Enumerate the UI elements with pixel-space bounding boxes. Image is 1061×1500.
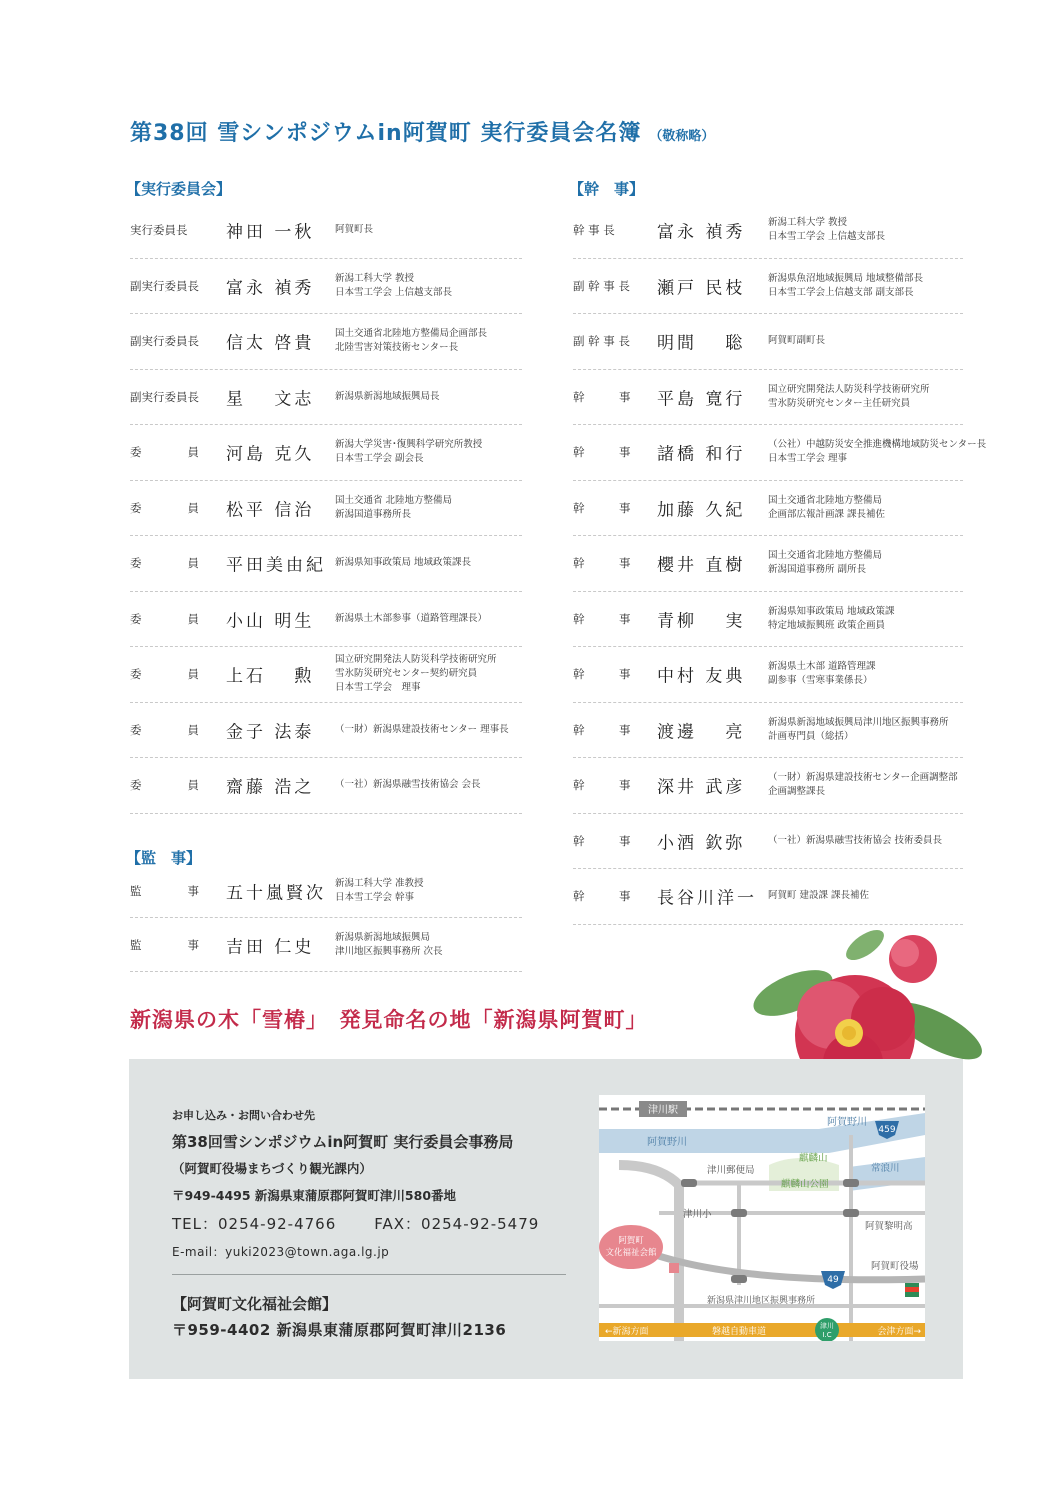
member-affiliation (768, 716, 949, 744)
member-name: 深井 武彦 (657, 777, 746, 798)
map-river-label-top: 阿賀野川 (827, 1117, 867, 1128)
member-name: 渡邊 亮 (657, 722, 746, 743)
affiliation-line: 特定地域振興班 政策企画員 (768, 619, 886, 631)
map-office-label: 新潟県津川地区振興事務所 (707, 1296, 816, 1306)
secretariat-heading: 【幹 事】 (569, 180, 645, 198)
affiliation-line: 新潟大学災害･復興科学研究所教授 (335, 439, 483, 451)
map-high-school-label: 阿賀黎明高 (865, 1221, 913, 1232)
member-affiliation (335, 778, 481, 792)
member-role: 実行委員長 (130, 223, 188, 238)
member-affiliation (768, 771, 958, 799)
affiliation-line: 日本雪工学会 幹事 (335, 891, 415, 903)
affiliation-line: 日本雪工学会 上信越支部長 (335, 286, 453, 298)
member-affiliation (768, 549, 882, 577)
member-role: 幹 事 (573, 889, 631, 904)
member-name: 吉田 仁史 (226, 937, 315, 957)
list-item (573, 314, 963, 370)
list-item (573, 592, 963, 648)
member-affiliation (768, 834, 942, 848)
affiliation-line: 新潟県新潟地域振興局 (335, 931, 431, 943)
list-item (573, 647, 963, 703)
list-item (573, 203, 963, 259)
list-item (130, 203, 522, 259)
member-role: 委 員 (130, 667, 199, 682)
affiliation-line: 北陸雪害対策技術センター長 (335, 342, 459, 354)
map-ic-line2: I.C (822, 1331, 832, 1339)
member-name: 明間 聡 (657, 333, 746, 354)
member-name: 信太 啓貴 (226, 333, 315, 354)
map-river-label-right: 常浪川 (871, 1163, 900, 1174)
committee-heading: 【実行委員会】 (126, 180, 232, 198)
member-affiliation (335, 390, 440, 404)
list-item (130, 758, 522, 814)
member-role: 委 員 (130, 722, 199, 737)
member-name: 長谷川洋一 (657, 888, 757, 909)
list-item (130, 536, 522, 592)
contact-fax: FAX：0254-92-5479 (374, 1215, 540, 1233)
list-item (130, 314, 522, 370)
affiliation-line: 計画専門員（総括） (768, 730, 854, 742)
member-affiliation (335, 653, 497, 695)
member-name: 櫻井 直樹 (657, 555, 746, 576)
member-name: 加藤 久紀 (657, 500, 746, 521)
affiliation-line: 雪氷防災研究センター契約研究員 (335, 668, 478, 680)
map-park-label: 麒麟山公園 (781, 1179, 829, 1190)
map-river-label-left: 阿賀野川 (647, 1137, 687, 1148)
member-name: 富永 禎秀 (226, 278, 315, 299)
committee-list (130, 203, 522, 814)
member-role: 幹 事 (573, 611, 631, 626)
member-role: 幹 事 (573, 722, 631, 737)
map-town-hall-label: 阿賀町役場 (871, 1261, 919, 1272)
affiliation-line: 新潟県土木部 道路管理課 (768, 661, 876, 673)
affiliation-line: 新潟県新潟地域振興局長 (335, 390, 440, 402)
member-affiliation (768, 889, 869, 903)
affiliation-line: 新潟国道事務所長 (335, 508, 412, 520)
member-role: 監 事 (130, 937, 199, 952)
map-to-niigata: ←新潟方面 (605, 1327, 649, 1337)
member-name: 富永 禎秀 (657, 222, 746, 243)
member-affiliation (768, 334, 825, 348)
affiliation-line: 阿賀町長 (335, 224, 374, 236)
member-affiliation (768, 494, 885, 522)
member-name: 松平 信治 (226, 500, 315, 521)
member-name: 河島 克久 (226, 444, 315, 465)
member-role: 幹 事 長 (573, 223, 615, 238)
member-affiliation (335, 931, 443, 959)
list-item (130, 425, 522, 481)
member-name: 瀬戸 民枝 (657, 278, 746, 299)
contact-office: 第38回雪シンポジウムin阿賀町 実行委員会事務局 (172, 1133, 514, 1151)
member-name: 諸橋 和行 (657, 444, 746, 465)
affiliation-line: 新潟工科大学 准教授 (335, 877, 424, 889)
contact-tel: TEL：0254-92-4766 (172, 1215, 337, 1233)
member-affiliation (335, 556, 471, 570)
contact-email[interactable]: E-mail：yuki2023@town.aga.lg.jp (172, 1245, 390, 1259)
member-name: 小山 明生 (226, 611, 315, 632)
affiliation-line: 企画部広報計画課 課長補佐 (768, 508, 886, 520)
list-item (573, 536, 963, 592)
affiliation-line: （一財）新潟県建設技術センター企画調整部 (768, 772, 958, 784)
access-map (599, 1095, 925, 1341)
member-name: 金子 法泰 (226, 722, 315, 743)
affiliation-line: 雪氷防災研究センター主任研究員 (768, 397, 911, 409)
affiliation-line: 国土交通省北陸地方整備局 (768, 494, 883, 506)
list-item (573, 814, 963, 870)
affiliation-line: （一社）新潟県融雪技術協会 会長 (335, 779, 481, 791)
member-affiliation (335, 272, 452, 300)
venue-label: 【阿賀町文化福祉会館】 (172, 1295, 338, 1313)
affiliation-line: 国立研究開発法人防災科学技術研究所 (768, 383, 930, 395)
member-role: 幹 事 (573, 833, 631, 848)
member-role: 委 員 (130, 445, 199, 460)
affiliation-line: 新潟県知事政策局 地域政策課長 (335, 557, 472, 569)
audit-heading: 【監 事】 (126, 849, 202, 867)
audit-list (130, 864, 522, 972)
member-name: 神田 一秋 (226, 222, 315, 243)
list-item (130, 864, 522, 918)
map-to-aizu: 会津方面→ (877, 1327, 921, 1337)
map-route-459-label: 459 (878, 1125, 896, 1135)
member-affiliation (335, 327, 487, 355)
contact-dept: （阿賀町役場まちづくり観光課内） (172, 1161, 372, 1176)
affiliation-line: 国土交通省北陸地方整備局企画部長 (335, 328, 488, 340)
list-item (573, 259, 963, 315)
map-station-label: 津川駅 (648, 1105, 678, 1116)
member-affiliation (335, 494, 452, 522)
affiliation-line: 阿賀町 建設課 課長補佐 (768, 890, 870, 902)
slogan: 新潟県の木「雪椿」 発見命名の地「新潟県阿賀町」 (130, 1007, 648, 1032)
affiliation-line: 日本雪工学会 上信越支部長 (768, 231, 886, 243)
member-affiliation (768, 660, 876, 688)
affiliation-line: 日本雪工学会 理事 (335, 682, 421, 694)
map-expressway-label: 磐越自動車道 (711, 1327, 767, 1337)
member-role: 副 幹 事 長 (573, 278, 630, 293)
member-name: 青柳 実 (657, 611, 746, 632)
list-item (130, 592, 522, 648)
member-affiliation (768, 383, 930, 411)
member-role: 副 幹 事 長 (573, 334, 630, 349)
member-role: 幹 事 (573, 445, 631, 460)
list-item (573, 370, 963, 426)
member-affiliation (768, 605, 895, 633)
affiliation-line: 企画調整課長 (768, 786, 826, 798)
member-role: 監 事 (130, 883, 199, 898)
contact-label: お申し込み・お問い合わせ先 (172, 1109, 315, 1122)
affiliation-line: 新潟工科大学 教授 (335, 272, 415, 284)
member-role: 幹 事 (573, 500, 631, 515)
affiliation-line: 新潟県新潟地域振興局津川地区振興事務所 (768, 716, 949, 728)
member-role: 副実行委員長 (130, 389, 199, 404)
member-role: 幹 事 (573, 556, 631, 571)
member-role: 副実行委員長 (130, 278, 199, 293)
map-mountain-label: 麒麟山 (799, 1153, 828, 1164)
affiliation-line: 阿賀町副町長 (768, 335, 826, 347)
map-route-49-label: 49 (827, 1275, 839, 1285)
member-role: 委 員 (130, 500, 199, 515)
affiliation-line: （公社）中越防災安全推進機構地域防災センター長 (768, 439, 987, 451)
affiliation-line: 新潟国道事務所 副所長 (768, 564, 867, 576)
member-name: 平島 寛行 (657, 389, 746, 410)
affiliation-line: 日本雪工学会 副会長 (335, 453, 424, 465)
contact-divider (172, 1274, 566, 1275)
member-name: 中村 友典 (657, 666, 746, 687)
affiliation-line: 新潟県知事政策局 地域政策課 (768, 605, 895, 617)
list-item (573, 481, 963, 537)
venue-address: 〒959-4402 新潟県東蒲原郡阿賀町津川2136 (172, 1321, 507, 1339)
member-role: 委 員 (130, 556, 199, 571)
affiliation-line: 新潟県土木部参事（道路管理課長） (335, 612, 488, 624)
map-venue-marker (669, 1263, 679, 1273)
member-role: 副実行委員長 (130, 334, 199, 349)
list-item (130, 370, 522, 426)
list-item (130, 481, 522, 537)
member-name: 上石 勲 (226, 666, 315, 687)
affiliation-line: 津川地区振興事務所 次長 (335, 945, 443, 957)
map-venue-pin-line1: 阿賀町 (618, 1236, 644, 1246)
list-item (573, 703, 963, 759)
member-role: 幹 事 (573, 667, 631, 682)
member-affiliation (335, 723, 509, 737)
member-name: 平田美由紀 (226, 555, 326, 576)
member-affiliation (768, 438, 986, 466)
secretariat-list (573, 203, 987, 925)
member-affiliation (335, 612, 487, 626)
member-role: 委 員 (130, 778, 199, 793)
affiliation-line: 国土交通省北陸地方整備局 (768, 550, 883, 562)
page-title-note: （敬称略） (649, 129, 715, 144)
list-item (130, 703, 522, 759)
page-title (130, 116, 714, 147)
list-item (573, 425, 987, 481)
member-name: 小酒 欽弥 (657, 833, 746, 854)
contact-address: 〒949-4495 新潟県東蒲原郡阿賀町津川580番地 (172, 1188, 457, 1203)
affiliation-line: 国立研究開発法人防災科学技術研究所 (335, 654, 497, 666)
member-affiliation (768, 216, 885, 244)
member-name: 齋藤 浩之 (226, 777, 315, 798)
contact-phone-line (172, 1213, 539, 1234)
map-post-office-label: 津川郵便局 (707, 1165, 755, 1176)
member-name: 五十嵐賢次 (226, 883, 326, 903)
list-item (130, 918, 522, 972)
list-item (573, 869, 963, 925)
map-ic-line1: 津川 (820, 1322, 834, 1330)
member-affiliation (335, 877, 424, 905)
page-title-main: 第38回 雪シンポジウムin阿賀町 実行委員会名簿 (130, 121, 642, 146)
list-item (573, 758, 963, 814)
affiliation-line: 日本雪工学会 理事 (768, 453, 848, 465)
affiliation-line: 日本雪工学会上信越支部 副支部長 (768, 286, 914, 298)
member-affiliation (768, 272, 923, 300)
affiliation-line: 国土交通省 北陸地方整備局 (335, 494, 453, 506)
affiliation-line: 副参事（雪寒事業係長） (768, 675, 873, 687)
affiliation-line: （一社）新潟県融雪技術協会 技術委員長 (768, 834, 943, 846)
member-role: 委 員 (130, 611, 199, 626)
map-school-label: 津川小 (683, 1209, 712, 1220)
member-role: 幹 事 (573, 778, 631, 793)
list-item (130, 647, 522, 703)
list-item (130, 259, 522, 315)
map-venue-pin-line2: 文化福祉会館 (605, 1248, 657, 1258)
affiliation-line: （一財）新潟県建設技術センター 理事長 (335, 723, 509, 735)
affiliation-line: 新潟県魚沼地域振興局 地域整備部長 (768, 272, 924, 284)
map-venue-pin (599, 1225, 663, 1269)
member-role: 幹 事 (573, 389, 631, 404)
member-affiliation (335, 223, 373, 237)
member-affiliation (335, 438, 482, 466)
affiliation-line: 新潟工科大学 教授 (768, 217, 848, 229)
member-name: 星 文志 (226, 389, 315, 410)
